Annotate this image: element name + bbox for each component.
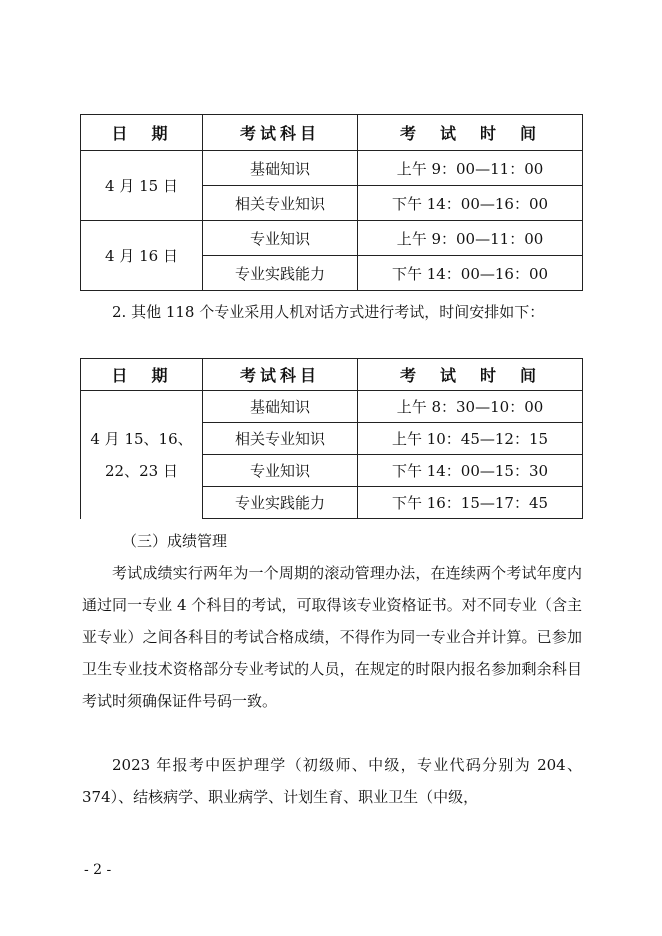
- time-cell: 下午 14：00—16：00: [358, 256, 583, 291]
- subject-cell: 专业实践能力: [203, 256, 358, 291]
- subject-cell: 专业知识: [203, 455, 358, 487]
- table-row: [81, 221, 583, 256]
- subject-cell: 相关专业知识: [203, 186, 358, 221]
- subject-cell: 相关专业知识: [203, 423, 358, 455]
- time-cell: 下午 16：15—17：45: [358, 487, 583, 519]
- time-cell: 上午 9：00—11：00: [358, 151, 583, 186]
- time-cell: 上午 10：45—12：15: [358, 423, 583, 455]
- table-row: [81, 151, 583, 186]
- page-number: - 2 -: [84, 862, 112, 878]
- exam-schedule-table-2: [80, 358, 583, 519]
- section-heading: （三）成绩管理: [122, 532, 228, 550]
- header-subject: 考试科目: [203, 359, 358, 391]
- header-date: 日 期: [81, 359, 203, 391]
- header-subject: 考试科目: [203, 115, 358, 151]
- date-cell: 4 月 15 日: [81, 151, 203, 221]
- header-time: 考 试 时 间: [358, 115, 583, 151]
- date-line-1: 4 月 15、16、: [90, 429, 193, 448]
- subject-cell: 基础知识: [203, 151, 358, 186]
- time-cell: 下午 14：00—15：30: [358, 455, 583, 487]
- date-line-2: 22、23 日: [105, 461, 178, 480]
- body-paragraph-2: 2023 年报考中医护理学（初级师、中级，专业代码分别为 204、374）、结核病学、职业病学、计划生育、职业卫生（中级，: [82, 756, 582, 806]
- time-cell: 上午 9：00—11：00: [358, 221, 583, 256]
- date-cell: 4 月 16 日: [81, 221, 203, 291]
- exam-schedule-table-1: [80, 114, 583, 291]
- body-paragraph-1: 考试成绩实行两年为一个周期的滚动管理办法，在连续两个考试年度内通过同一专业 4 个科目的考试，可取得该专业资格证书。对不同专业（含主亚专业）之间各科目的考试合格成绩，不得作为同一专业合并计算。已参加卫生专业技术资格部分专业考试的人员，在规定的时限内报名参加剩余科目考试时须确保证件号码一致。: [82, 564, 582, 710]
- table-header-row: [81, 359, 583, 391]
- header-date: 日 期: [81, 115, 203, 151]
- subject-cell: 专业实践能力: [203, 487, 358, 519]
- schedule-note: 2. 其他 118 个专业采用人机对话方式进行考试，时间安排如下：: [112, 303, 545, 321]
- date-cell: [81, 391, 203, 519]
- subject-cell: 基础知识: [203, 391, 358, 423]
- time-cell: 下午 14：00—16：00: [358, 186, 583, 221]
- time-cell: 上午 8：30—10：00: [358, 391, 583, 423]
- header-time: 考 试 时 间: [358, 359, 583, 391]
- table-header-row: [81, 115, 583, 151]
- table-row: [81, 391, 583, 423]
- subject-cell: 专业知识: [203, 221, 358, 256]
